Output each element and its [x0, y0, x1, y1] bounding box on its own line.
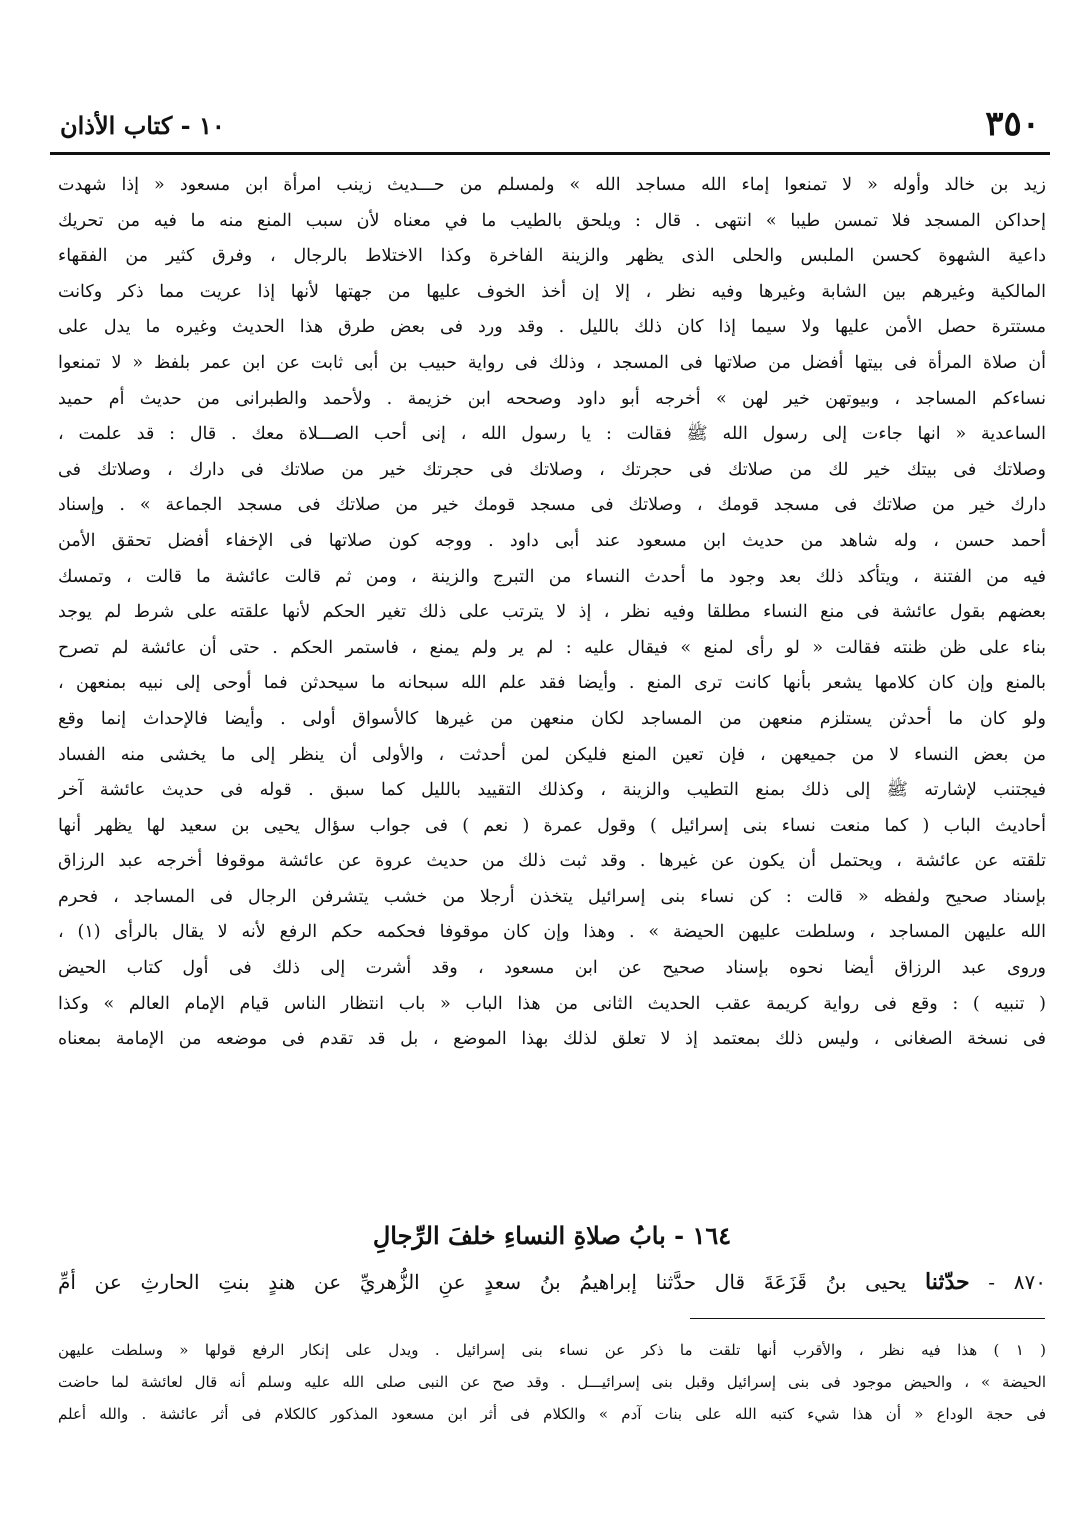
text-line: وصلاتك فى بيتك خير لك من صلاتك فى حجرتك ، وصلاتك فى حجرتك خير من صلاتك فى دارك ، وصلاتك فى [58, 459, 1046, 480]
text-line: نساءكم المساجد ، وبيوتهن خير لهن » أخرجه أبو داود وصححه ابن خزيمة . ولأحمد والطبرانى من حديث أم حميد [58, 388, 1046, 409]
text-line: أحمد حسن ، وله شاهد من حديث ابن مسعود عند أبى داود . ووجه كون صلاتها فى الإخفاء أفضل تحقق الأمن [58, 530, 1046, 551]
running-head: ١٠ - كتاب الأذان [60, 111, 225, 140]
main-text [58, 168, 1046, 1058]
footnote-line: فى حجة الوداع « أن هذا شيء كتبه الله على بنات آدم » والكلام فى أثر ابن مسعود المذكور كالكلام فى أثر عائشة . والله أعلم [58, 1405, 1046, 1423]
text-line: بإسناد صحيح ولفظه « قالت : كن نساء بنى إسرائيل يتخذن أرجلا من خشب يتشرفن الرجال فى المساجد ، فحرم [58, 886, 1046, 907]
text-line: مستترة حصل الأمن عليها ولا سيما إذا كان ذلك بالليل . وقد ورد فى بعض طرق هذا الحديث وغيره ما يدل على [58, 317, 1046, 338]
text-line: دارك خير من صلاتك فى مسجد قومك ، وصلاتك فى مسجد قومك خير من صلاتك فى مسجد الجماعة » . وإسناد [58, 495, 1046, 516]
text-line: داعية الشهوة كحسن الملبس والحلى الذى يظهر والزينة الفاخرة وكذا الاختلاط بالرجال ، وفرق كثير من الفقهاء [58, 246, 1046, 267]
hadith-lead: حدّثنا [925, 1269, 970, 1295]
text-line: الساعدية « انها جاءت إلى رسول الله ﷺ فقالت : يا رسول الله ، إنى أحب الصـــلاة معك . قال : قد علمت ، [58, 424, 1046, 445]
text-line: أحاديث الباب ( كما منعت نساء بنى إسرائيل ) وقول عمرة ( نعم ) فى جواب سؤال يحيى بن سعيد لها يظهر أنها [58, 815, 1046, 836]
text-line: أن صلاة المرأة فى بيتها أفضل من صلاتها فى المسجد ، وذلك فى رواية حبيب بن أبى ثابت عن ابن عمر بلفظ « لا تمنعوا [58, 352, 1046, 373]
hadith-number: ٨٧٠ [1013, 1270, 1046, 1294]
text-line: بناء على ظن ظنته فقالت « لو رأى لمنع » فيقال عليه : لم ير ولم يمنع ، فاستمر الحكم . حتى أن عائشة لم تصرح [58, 637, 1046, 658]
text-line: تلقته عن عائشة ، ويحتمل أن يكون عن غيرها . وقد ثبت ذلك من حديث عروة عن عائشة موقوفا أخرجه عبد الرزاق [58, 851, 1046, 872]
text-line: بالمنع وإن كان كلامها يشعر بأنها كانت ترى المنع . وأيضا فقد علم الله سبحانه ما سيحدثن فما أوحى إلى نبيه بمنعهن ، [58, 673, 1046, 694]
page-header [50, 100, 1050, 152]
page-number: ٣٥٠ [985, 104, 1040, 144]
footnote-rule [690, 1318, 1045, 1319]
text-line: المالكية وغيرهم بين الشابة وغيرها وفيه نظر ، إلا إن أخذ الخوف عليها من جهتها لأنها إذا عريت مما ذكر وكانت [58, 281, 1046, 302]
text-line: فى نسخة الصغانى ، وليس ذلك بمعتمد إذ لا تعلق لذلك بهذا الموضع ، بل قد تقدم فى موضعه من الإمامة بمعناه [58, 1029, 1046, 1050]
text-line: الله عليهن المساجد ، وسلطت عليهن الحيضة » . وهذا وإن كان موقوفا فحكمه حكم الرفع لأنه لا يقال بالرأى (١) ، [58, 922, 1046, 943]
hadith-line: ٨٧٠ - حدّثنا يحيى بنُ قَزَعَةَ قال حدَّثنا إبراهيمُ بنُ سعدٍ عنِ الزُّهريِّ عن هندٍ بنتِ الحارثِ عن أمِّ [58, 1269, 1046, 1295]
text-line: ( تنبيه ) : وقع فى رواية كريمة عقب الحديث الثانى من هذا الباب « باب انتظار الناس قيام الإمام العالم » وكذا [58, 993, 1046, 1014]
text-line: فيجتنب لإشارته ﷺ إلى ذلك بمنع التطيب والزينة ، وكذلك التقييد بالليل كما سبق . قوله فى حديث عائشة آخر [58, 780, 1046, 801]
footnote-line: الحيضة » ، والحيض موجود فى بنى إسرائيل وقبل بنى إسرائيـــل . وقد صح عن النبى صلى الله عليه وسلم أنه قال لعائشة لما حاضت [58, 1373, 1046, 1391]
text-line: زيد بن خالد وأوله « لا تمنعوا إماء الله مساجد الله » ولمسلم من حـــديث زينب امرأة ابن مسعود « إذا شهدت [58, 175, 1046, 195]
text-line: بعضهم بقول عائشة فى منع النساء مطلقا وفيه نظر ، إذ لا يترتب على ذلك تغير الحكم لأنها علقته على شرط لم يوجد [58, 602, 1046, 623]
chapter-heading: ١٦٤ - بابُ صلاةِ النساءِ خلفَ الرِّجالِ [372, 1221, 732, 1250]
footnote-line: ( ١ ) هذا فيه نظر ، والأقرب أنها تلقت ما ذكر عن نساء بنى إسرائيل . ويدل على إنكار الرفع قولها « وسلطت عليهن [58, 1341, 1046, 1359]
text-line: وروى عبد الرزاق أيضا نحوه بإسناد صحيح عن ابن مسعود ، وقد أشرت إلى ذلك فى أول كتاب الحيض [58, 958, 1046, 979]
footnotes [58, 1334, 1046, 1430]
header-rule [50, 152, 1050, 155]
text-line: ولو كان ما أحدثن يستلزم منعهن من المساجد لكان منعهن من غيرها كالأسواق أولى . وأيضا فالإحداث إنما وقع [58, 708, 1046, 729]
hadith-text: يحيى بنُ قَزَعَةَ قال حدَّثنا إبراهيمُ بنُ سعدٍ عنِ الزُّهريِّ عن هندٍ بنتِ الحارثِ عن أمِّ [58, 1270, 907, 1294]
text-line: من بعض النساء لا من جميعهن ، فإن تعين المنع فليكن لمن أحدثت ، والأولى أن ينظر إلى ما يخشى منه الفساد [58, 744, 1046, 765]
text-line: إحداكن المسجد فلا تمسن طيبا » انتهى . قال : ويلحق بالطيب ما في معناه لأن سبب المنع منه ما فيه من تحريك [58, 210, 1046, 231]
text-line: فيه من الفتنة ، ويتأكد ذلك بعد وجود ما أحدث النساء من التبرج والزينة ، ومن ثم قالت عائشة ما قالت ، وتمسك [58, 566, 1046, 587]
